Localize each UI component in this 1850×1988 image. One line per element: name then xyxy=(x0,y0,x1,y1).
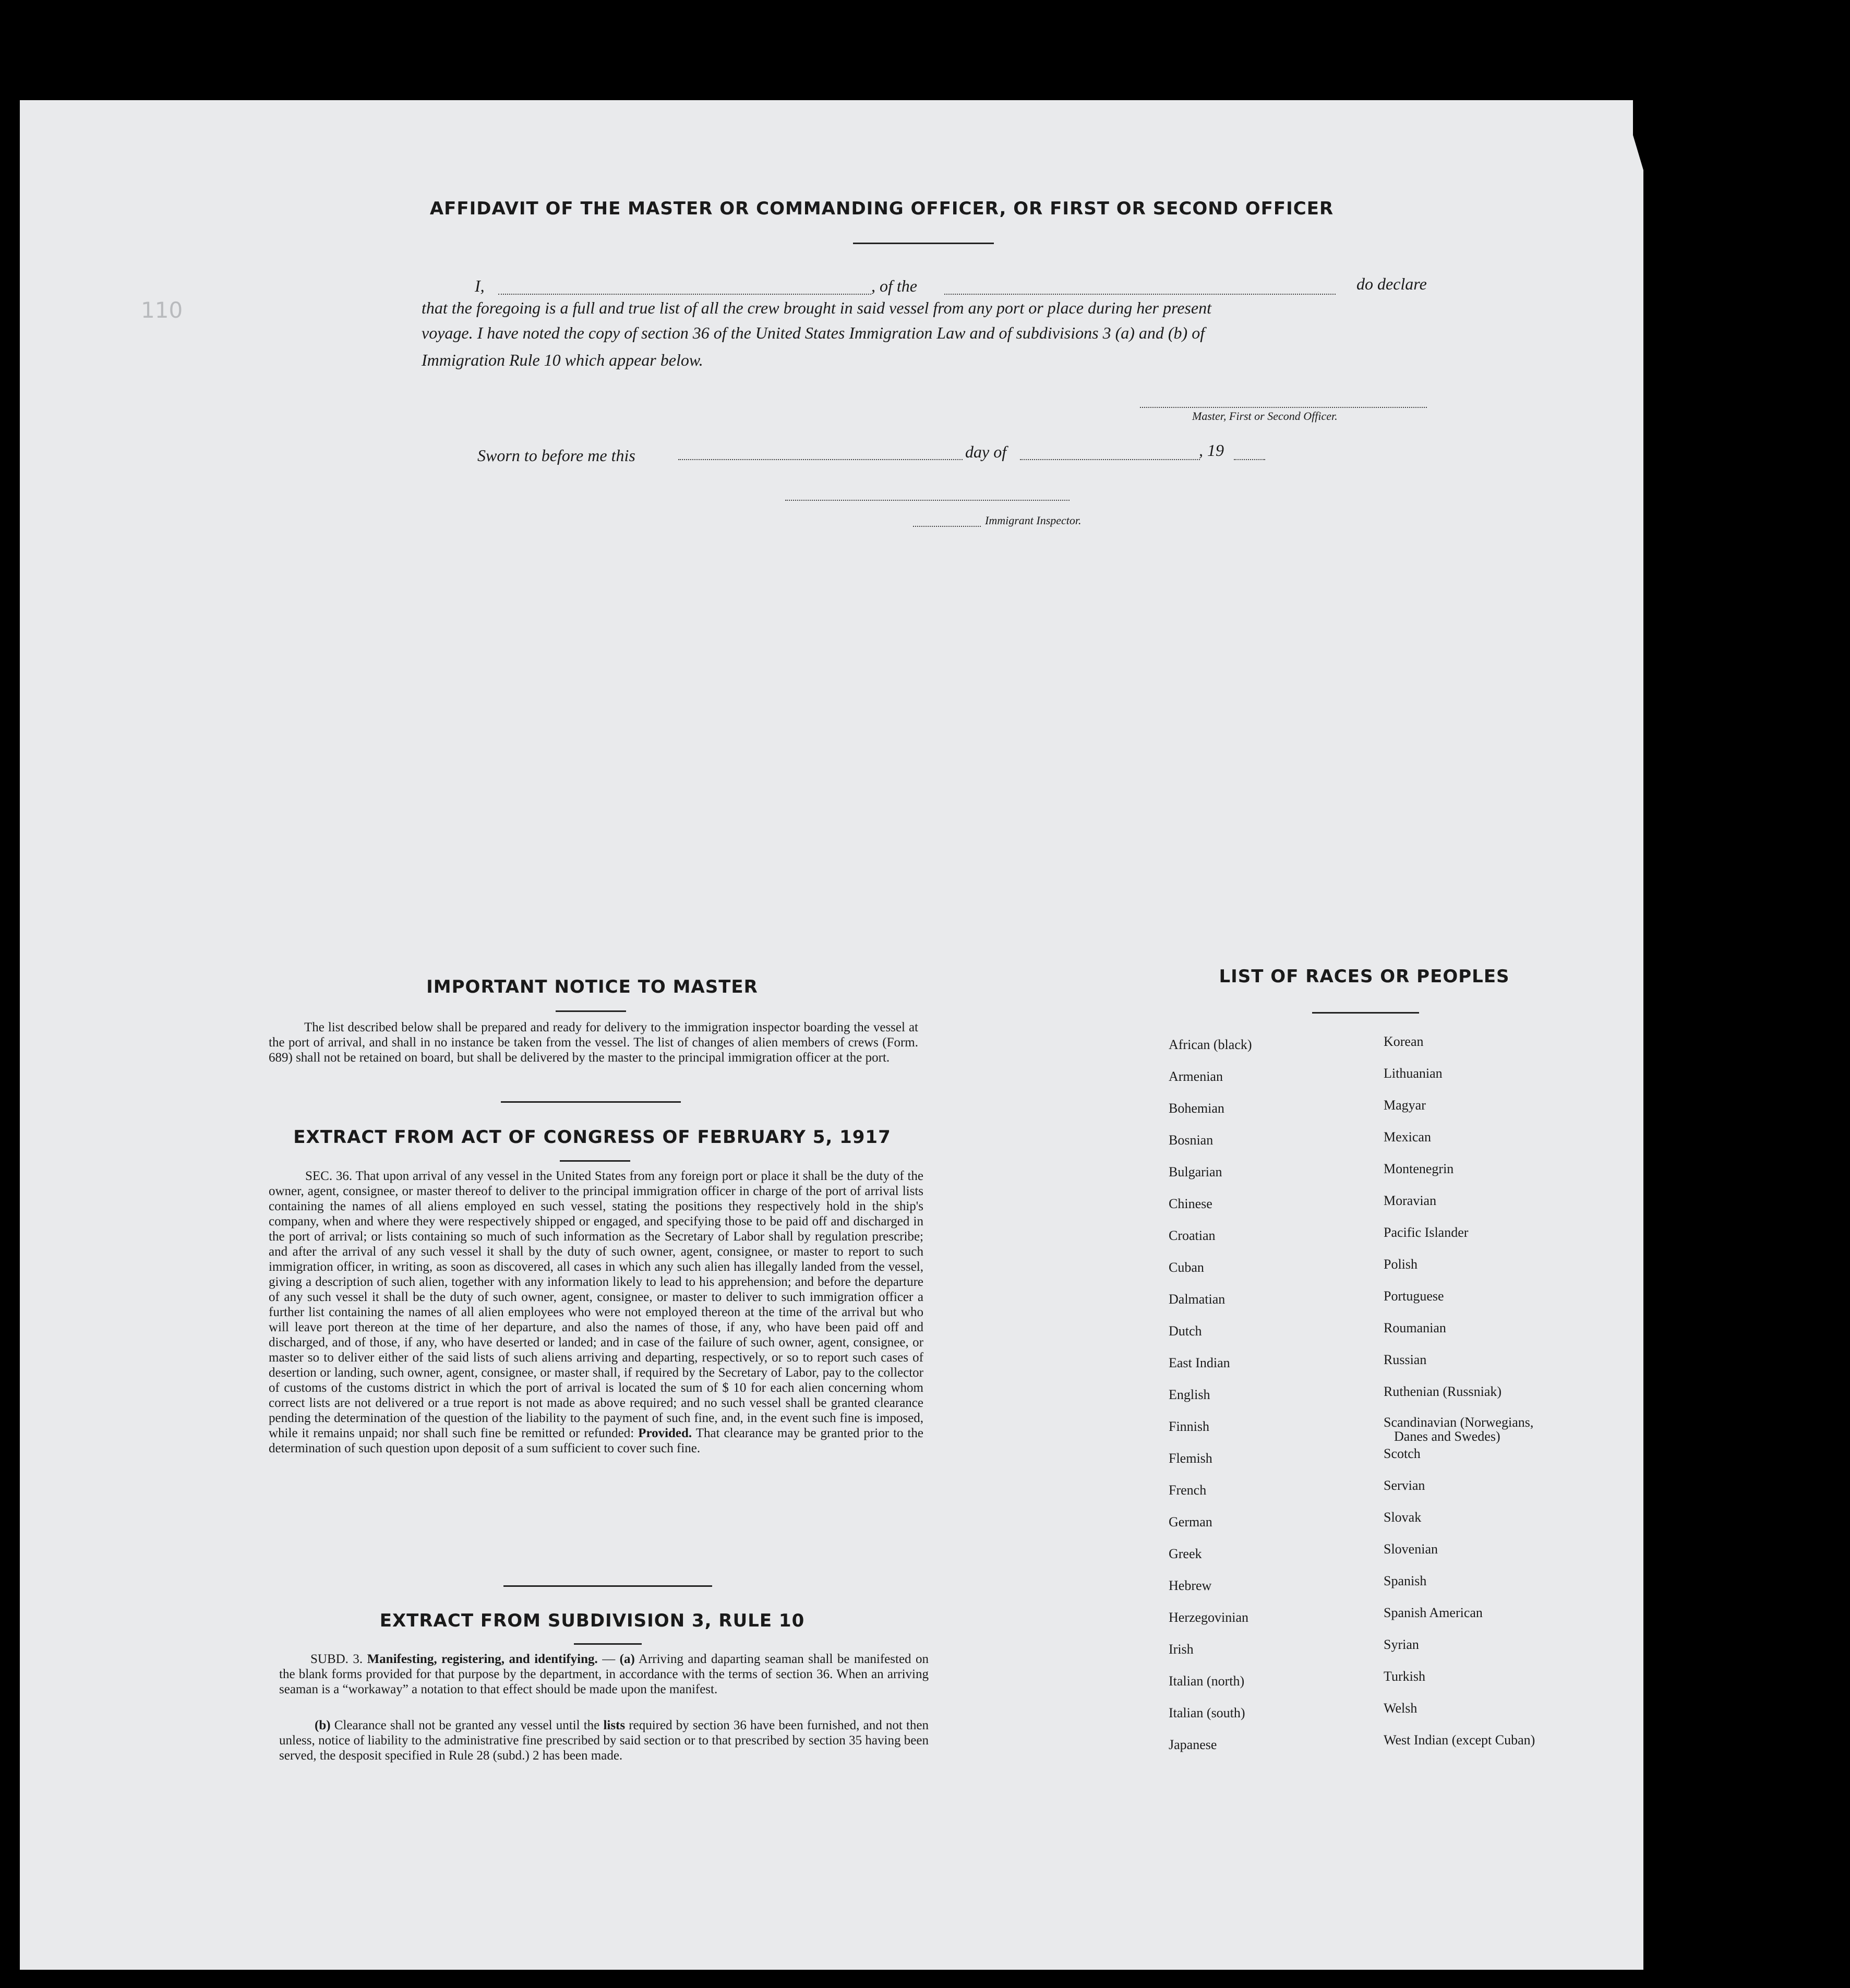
rule10-subd-b xyxy=(279,1718,929,1763)
race-scotch: Scotch xyxy=(1384,1446,1421,1461)
vessel-field[interactable] xyxy=(944,294,1336,295)
races-title-rule xyxy=(1312,1012,1419,1014)
affidavit-declare-label: do declare xyxy=(1356,274,1427,293)
race-west-indian: West Indian (except Cuban) xyxy=(1384,1732,1535,1748)
race-armenian: Armenian xyxy=(1169,1069,1223,1084)
race-magyar: Magyar xyxy=(1384,1098,1426,1113)
race-bulgarian: Bulgarian xyxy=(1169,1164,1222,1179)
day-of-label: day of xyxy=(965,442,1007,461)
rule10-b-label: (b) xyxy=(315,1718,331,1732)
race-cuban: Cuban xyxy=(1169,1260,1204,1275)
affidavit-line-2: that the foregoing is a full and true list of all the crew brought in said vessel from any port or place during her present xyxy=(422,298,1211,317)
race-syrian: Syrian xyxy=(1384,1637,1419,1652)
race-roumanian: Roumanian xyxy=(1384,1320,1446,1335)
race-italian-south: Italian (south) xyxy=(1169,1705,1245,1720)
race-flemish: Flemish xyxy=(1169,1451,1212,1466)
punch-hole-4 xyxy=(1748,729,1772,753)
race-hebrew: Hebrew xyxy=(1169,1578,1212,1593)
affidavit-title: AFFIDAVIT OF THE MASTER OR COMMANDING OFFICER, OR FIRST OR SECOND OFFICER xyxy=(429,198,1334,219)
race-german: German xyxy=(1169,1514,1212,1529)
notice-title-rule xyxy=(556,1010,626,1012)
race-slovenian: Slovenian xyxy=(1384,1541,1438,1557)
race-scandinavian: Scandinavian (Norwegians, xyxy=(1384,1415,1534,1430)
name-field[interactable] xyxy=(498,294,871,295)
affidavit-line-3: voyage. I have noted the copy of section 36 of the United States Immigration Law and of subdivisions 3 (a) and (b) of xyxy=(422,323,1205,342)
rule10-a-label: (a) xyxy=(619,1652,635,1666)
race-scandinavian-cont: Danes and Swedes) xyxy=(1394,1429,1500,1444)
inspector-caption: Immigrant Inspector. xyxy=(985,514,1082,527)
margin-number: 110 xyxy=(141,297,183,323)
race-spanish-american: Spanish American xyxy=(1384,1605,1483,1620)
sworn-month-field[interactable] xyxy=(1020,459,1200,460)
rule10-b-lists: lists xyxy=(603,1718,626,1732)
rule10-subd-heading: Manifesting, registering, and identifying. xyxy=(367,1652,598,1666)
punch-hole-5 xyxy=(1763,1230,1787,1254)
race-finnish: Finnish xyxy=(1169,1419,1210,1434)
rule10-a-text: Arriving and daparting seaman shall be manifested on the blank forms provided for that purpose by the department, in accordance with the terms of section 36. When an arriving seaman is a “workaway” a notation to that effect should be made upon the manifest. xyxy=(279,1652,929,1696)
officer-signature-caption: Master, First or Second Officer. xyxy=(1192,409,1338,423)
sworn-label: Sworn to before me this xyxy=(477,446,635,465)
race-turkish: Turkish xyxy=(1384,1669,1425,1684)
race-herzegovinian: Herzegovinian xyxy=(1169,1610,1249,1625)
race-pacific-islander: Pacific Islander xyxy=(1384,1225,1469,1240)
race-ruthenian: Ruthenian (Russniak) xyxy=(1384,1384,1502,1399)
rule10-subd-label: SUBD. 3. xyxy=(310,1652,363,1666)
race-east-indian: East Indian xyxy=(1169,1355,1230,1370)
affidavit-i-label: I, xyxy=(475,276,485,295)
act-text-main: SEC. 36. That upon arrival of any vessel in the United States from any foreign port or place it shall be the duty of the owner, agent, consignee, or master thereof to deliver to the principal immigration officer in charge of the port of arrival lists containing the names of all aliens employed en such vessel, stating the positions they respectively hold in the ship's company, when and where they were respectively shipped or engaged, and specifying those to be paid off and discharged in the port of arrival; or lists containing so much of such information as the Secretary of Labor shall by regulation prescribe; and after the arrival of any such vessel it shall by the duty of such owner, agent, consignee, or master to report to such immigration officer, in writing, as soon as discovered, all cases in which any such alien has illegally landed from the vessel, giving a description of such alien, together with any information likely to lead to his apprehension; and before the departure of any such vessel it shall be the duty of such owner, agent, consignee, or master to deliver to such immigration officer a further list containing the names of all alien employees who were not employed thereon at the time of the arrival but who will leave port thereon at the time of her departure, and also the names of those, if any, who have been paid off and discharged, and of those, if any, who have deserted or landed; and in case of the failure of such owner, agent, consignee, or master so to deliver either of the said lists of such aliens arriving and departing, respectively, or so to report such cases of desertion or landing, such owner, agent, consignee, or master shall, if required by the Secretary of Labor, pay to the collector of customs of the customs district in which the port of arrival is located the sum of $ 10 for each alien concerning whom correct lists are not delivered or a true report is not made as above required; and no such vessel shall be granted clearance pending the determination of the question of the liability to the payment of such fine, and, in the event such fine is imposed, while it remains unpaid; nor shall such fine be remitted or refunded: xyxy=(269,1169,923,1440)
race-bosnian: Bosnian xyxy=(1169,1132,1214,1148)
race-mexican: Mexican xyxy=(1384,1129,1431,1144)
race-polish: Polish xyxy=(1384,1257,1418,1272)
act-separator xyxy=(503,1585,712,1587)
race-montenegrin: Montenegrin xyxy=(1384,1161,1454,1176)
punch-hole-2 xyxy=(1748,381,1772,405)
races-title: LIST OF RACES OR PEOPLES xyxy=(1219,966,1510,987)
punch-hole-6 xyxy=(1763,1314,1787,1338)
race-japanese: Japanese xyxy=(1169,1737,1217,1752)
race-greek: Greek xyxy=(1169,1546,1202,1561)
inspector-signature-field[interactable] xyxy=(785,500,1070,501)
act-text-end: That clearance may be granted prior to the determination of such question upon deposit of a sum sufficient to cover such fine. xyxy=(269,1426,923,1455)
officer-signature-field[interactable] xyxy=(1140,407,1427,408)
inspector-short-field[interactable] xyxy=(913,526,981,527)
punch-hole-7 xyxy=(1768,1581,1792,1605)
rule10-b-text-1: Clearance shall not be granted any vessel until the xyxy=(334,1718,600,1732)
race-korean: Korean xyxy=(1384,1034,1424,1049)
race-bohemian: Bohemian xyxy=(1169,1101,1224,1116)
punch-hole-3 xyxy=(1748,648,1772,672)
race-servian: Servian xyxy=(1384,1478,1425,1493)
race-lithuanian: Lithuanian xyxy=(1384,1066,1443,1081)
race-spanish: Spanish xyxy=(1384,1573,1427,1588)
act-provided: Provided. xyxy=(638,1426,692,1440)
punch-hole-1 xyxy=(1748,296,1772,320)
act-title: EXTRACT FROM ACT OF CONGRESS OF FEBRUARY 5, 1917 xyxy=(293,1127,891,1148)
notice-separator xyxy=(501,1101,681,1103)
race-french: French xyxy=(1169,1483,1207,1498)
notice-title: IMPORTANT NOTICE TO MASTER xyxy=(426,977,758,997)
year-label: , 19 xyxy=(1199,441,1224,460)
affidavit-title-rule xyxy=(853,243,994,244)
race-russian: Russian xyxy=(1384,1352,1427,1367)
race-welsh: Welsh xyxy=(1384,1701,1417,1716)
race-dalmatian: Dalmatian xyxy=(1169,1292,1226,1307)
race-portuguese: Portuguese xyxy=(1384,1288,1444,1304)
race-chinese: Chinese xyxy=(1169,1196,1212,1211)
punch-hole-8 xyxy=(1768,1664,1792,1688)
race-italian-north: Italian (north) xyxy=(1169,1673,1245,1689)
act-title-rule xyxy=(560,1160,630,1162)
sworn-year-field[interactable] xyxy=(1234,459,1265,460)
race-moravian: Moravian xyxy=(1384,1193,1437,1208)
notice-text: The list described below shall be prepared and ready for delivery to the immigration inspector boarding the vessel at the port of arrival, and shall in no instance be taken from the vessel. The list of changes of alien members of crews (Form. 689) shall not be retained on board, but shall be delivered by the master to the principal immigration officer at the port. xyxy=(269,1020,918,1065)
races-right-column xyxy=(1384,1034,1644,1754)
race-african-black: African (black) xyxy=(1169,1037,1252,1052)
race-slovak: Slovak xyxy=(1384,1510,1422,1525)
rule10-subd-a: SUBD. 3. Manifesting, registering, and identifying. — (a) Arriving and daparting seaman shall be manifested on the blank forms provided for that purpose by the department, in accordance with the terms of section 36. When an arriving seaman is a “workaway” a notation to that effect should be made upon the manifest. xyxy=(279,1652,929,1696)
race-dutch: Dutch xyxy=(1169,1323,1202,1339)
rule10-title: EXTRACT FROM SUBDIVISION 3, RULE 10 xyxy=(379,1610,805,1631)
race-croatian: Croatian xyxy=(1169,1228,1216,1243)
race-english: English xyxy=(1169,1387,1210,1402)
rule10-b-text-2: required by section 36 have been furnished, and not then unless, notice of liability to the administrative fine prescribed by said section or to that prescribed by section 35 having been served, the desposit specified in Rule 28 (subd.) 2 has been made. xyxy=(279,1718,929,1763)
act-text xyxy=(269,1168,923,1456)
affidavit-of-the-label: , of the xyxy=(871,276,917,295)
rule10-title-rule xyxy=(574,1643,642,1645)
affidavit-line-4: Immigration Rule 10 which appear below. xyxy=(422,351,703,369)
sworn-day-field[interactable] xyxy=(678,459,963,460)
race-irish: Irish xyxy=(1169,1642,1194,1657)
